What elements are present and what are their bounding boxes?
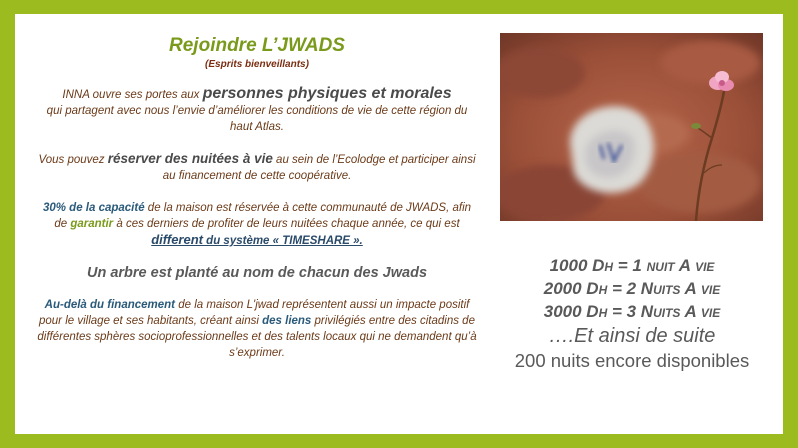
paragraph-reserve bbox=[37, 151, 477, 184]
text: qui partagent avec nous l’envie d’améliorer les conditions de vie de cette région du haut Atlas. bbox=[46, 105, 468, 133]
highlight-text: des liens bbox=[262, 315, 312, 327]
text-column bbox=[37, 34, 477, 377]
different-link[interactable]: different bbox=[151, 232, 203, 247]
text: de la maison est réservée à cette communauté de JWADS, afin de bbox=[54, 202, 472, 230]
pricing-block bbox=[489, 254, 775, 373]
tree-statement: Un arbre est planté au nom de chacun des Jwads bbox=[86, 265, 428, 281]
timeshare-link[interactable]: du système « TIMESHARE ». bbox=[202, 235, 363, 247]
paragraph-open-doors bbox=[37, 86, 477, 135]
highlight-text: personnes physiques et morales bbox=[202, 85, 452, 102]
price-line-3: 3000 Dh = 3 Nuits A vie bbox=[543, 302, 721, 321]
availability-text: 200 nuits encore disponibles bbox=[514, 350, 750, 371]
highlight-text: réserver des nuitées à vie bbox=[107, 151, 273, 166]
seedling-photo bbox=[500, 33, 763, 221]
text: au sein de l’Ecolodge et participer ainsi au financement de cette coopérative. bbox=[162, 154, 476, 182]
price-line-1: 1000 Dh = 1 nuit A vie bbox=[549, 256, 715, 275]
page-title: Rejoindre L’JWADS bbox=[169, 35, 345, 56]
photo-illustration bbox=[500, 33, 763, 221]
highlight-text: garantir bbox=[70, 218, 114, 230]
content-card bbox=[15, 14, 783, 434]
text: de la maison L'jwad représentent aussi un impacte positif pour le village et ses habitants, créant ainsi bbox=[39, 299, 470, 327]
text: Vous pouvez bbox=[38, 154, 108, 166]
paragraph-impact bbox=[37, 297, 477, 361]
price-line-2: 2000 Dh = 2 Nuits A vie bbox=[543, 279, 721, 298]
text: à ces derniers de profiter de leurs nuitées chaque année, ce qui est bbox=[113, 218, 460, 230]
highlight-text: Au-delà du financement bbox=[44, 299, 176, 311]
page-subtitle: (Esprits bienveillants) bbox=[205, 59, 309, 70]
and-so-on-text: ….Et ainsi de suite bbox=[548, 325, 716, 347]
text: INNA ouvre ses portes aux bbox=[62, 89, 203, 101]
text: privilégiés entre des citadins de différentes sphères socioprofessionnelles et des talents locaux qui ne demandent qu’à s’exprimer. bbox=[37, 315, 477, 359]
highlight-text: 30% de la capacité bbox=[42, 202, 145, 214]
paragraph-capacity bbox=[37, 200, 477, 249]
